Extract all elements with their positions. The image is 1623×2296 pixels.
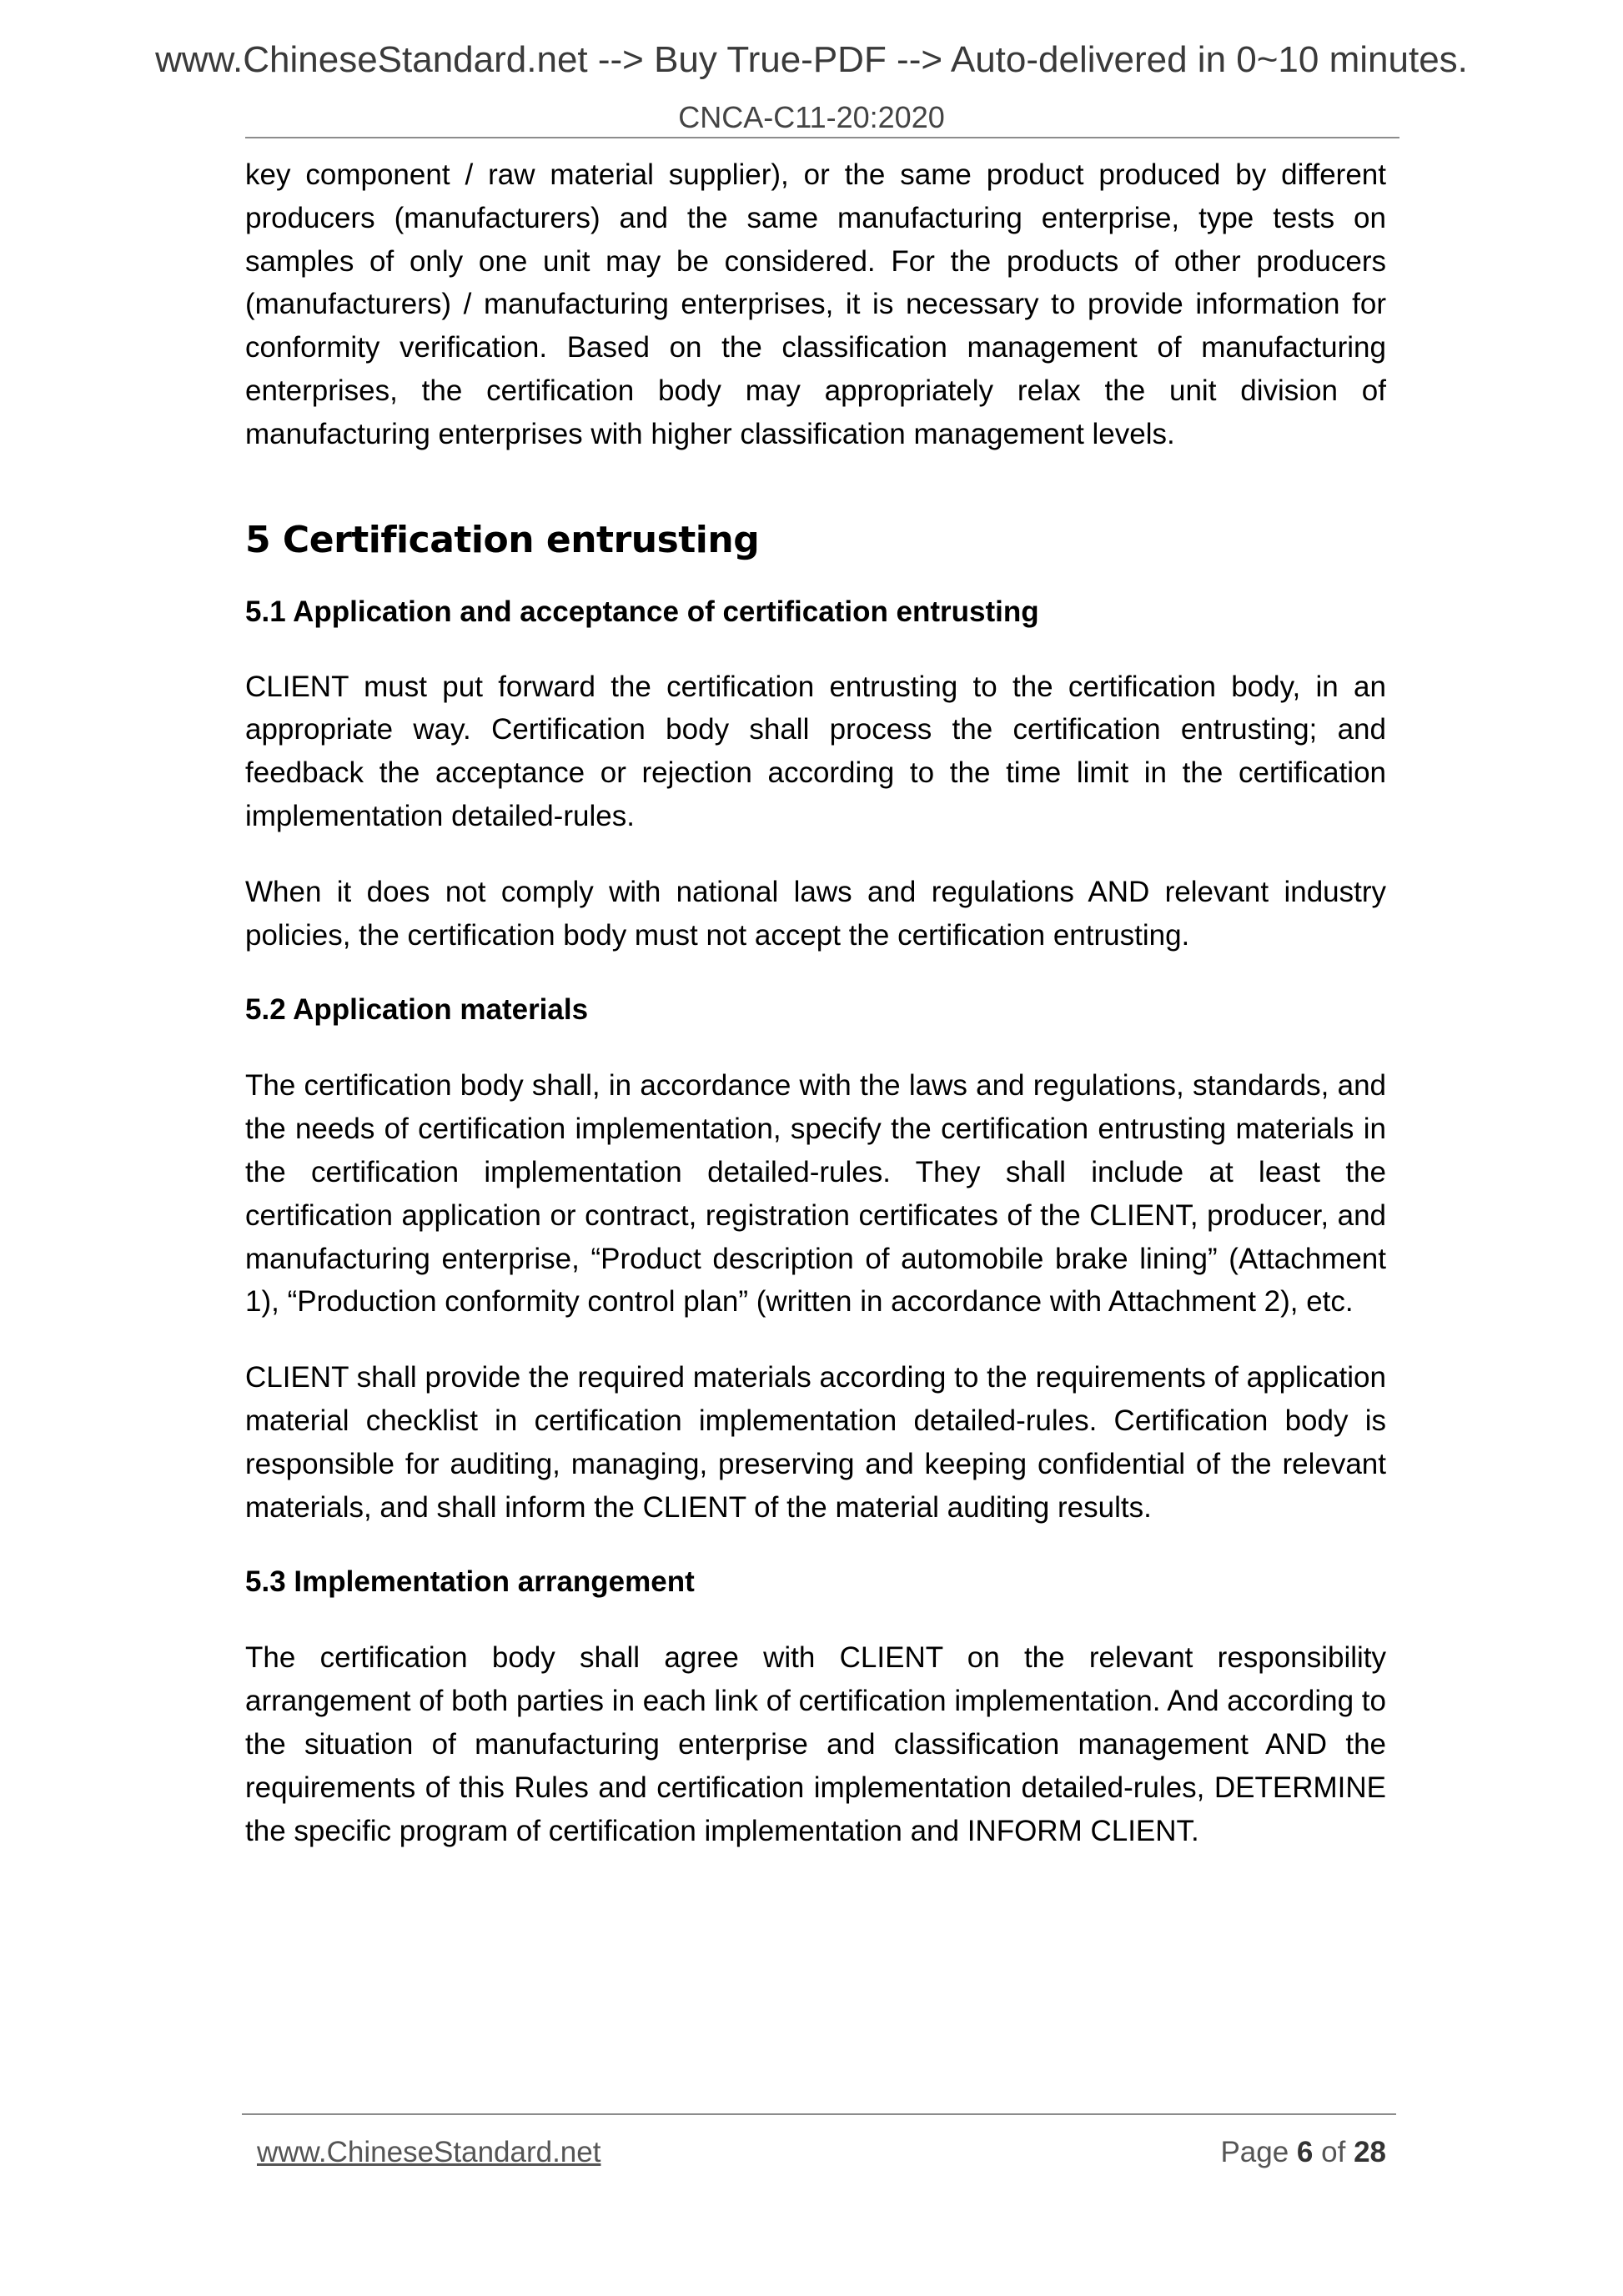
header-banner: www.ChineseStandard.net --> Buy True-PDF --> Auto-delivered in 0~10 minutes.: [155, 39, 1468, 80]
total-pages: 28: [1354, 2136, 1386, 2168]
section-5-3-paragraph-1: The certification body shall agree with CLIENT on the relevant responsibility arrangement of both parties in each link of certification implementation. And according to the situation of manufacturing enterprise and classification management AND the requirements of this Rules and certification implementation detailed-rules, DETERMINE the specific program of certification implementation and INFORM CLIENT.: [245, 1641, 1386, 1847]
page-label: Page: [1220, 2136, 1289, 2168]
footer-website-link[interactable]: www.ChineseStandard.net: [257, 2136, 601, 2168]
section-5-2-paragraph-2: CLIENT shall provide the required materials according to the requirements of application material checklist in certification implementation detailed-rules. Certification body is responsible for auditing, managing, preserving and keeping confidential of the relevant materials, and shall inform the CLIENT of the material auditing results.: [245, 1361, 1386, 1524]
document-code: CNCA-C11-20:2020: [678, 100, 945, 134]
section-5-2-paragraph-1: The certification body shall, in accordance with the laws and regulations, standards, and the needs of certification implementation, specify the certification entrusting materials in the certification implementation detailed-rules. They shall include at least the certification application or contract, registration certificates of the CLIENT, producer, and manufacturing enterprise, “Product description of automobile brake lining” (Attachment 1), “Production conformity control plan” (written in accordance with Attachment 2), etc.: [245, 1069, 1386, 1319]
page-number: [1220, 2133, 1386, 2172]
section-5-1-paragraph-1: CLIENT must put forward the certification entrusting to the certification body, in an appropriate way. Certification body shall process the certification entrusting; and feedback the acceptance or rejection according to the time limit in the certification implementation detailed-rules.: [245, 670, 1386, 832]
section-5-2-title: 5.2 Application materials: [245, 993, 589, 1027]
header-divider: [245, 137, 1399, 138]
current-page: 6: [1296, 2136, 1314, 2168]
section-5-1-paragraph-2: When it does not comply with national laws and regulations AND relevant industry policies, the certification body must not accept the certification entrusting.: [245, 875, 1386, 952]
page-of-label: of: [1321, 2136, 1346, 2168]
section-5-3-title: 5.3 Implementation arrangement: [245, 1565, 695, 1599]
footer-divider: [242, 2113, 1396, 2115]
section-5-1-title: 5.1 Application and acceptance of certification entrusting: [245, 595, 1039, 628]
page-body: [245, 153, 1386, 1852]
intro-paragraph: key component / raw material supplier), or the same product produced by different producers (manufacturers) and the same manufacturing enterprise, type tests on samples of only one unit may be considered. For the products of other producers (manufacturers) / manufacturing enterprises, it is necessary to provide information for conformity verification. Based on the classification management of manufacturing enterprises, the certification body may appropriately relax the unit division of manufacturing enterprises with higher classification management levels.: [245, 158, 1386, 450]
section-5-title: 5 Certification entrusting: [245, 518, 760, 561]
